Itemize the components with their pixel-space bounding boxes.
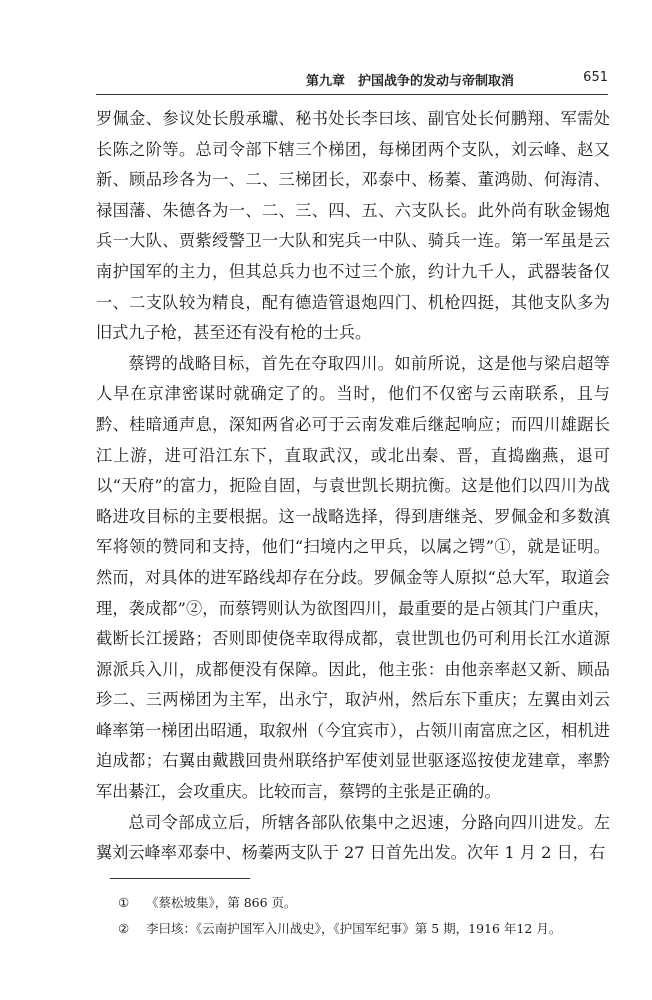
paragraph: 蔡锷的战略目标，首先在夺取四川。如前所说，这是他与梁启超等人早在京津密谋时就确定了的。当时，他们不仅密与云南联系，且与黔、桂暗通声息，深知两省必可于云南发难后继起响应；而四川雄踞长江上游，进可沿江东下，直取武汉，或北出秦、晋，直捣幽燕，退可以“天府”的富力，扼险自固，与袁世凯长期抗衡。这是他们以四川为战略进攻目标的主要根据。这一战略选择，得到唐继尧、罗佩金和多数滇军将领的赞同和支持，他们“扫境内之甲兵，以属之锷”①，就是证明。然而，对具体的进军路线却存在分歧。罗佩金等人原拟“总大军，取道会理，袭成都”②，而蔡锷则认为欲图四川，最重要的是占领其门户重庆，截断长江援路；否则即使侥幸取得成都，袁世凯也仍可利用长江水道源源派兵入川，成都便没有保障。因此，他主张：由他亲率赵又新、顾品珍二、三两梯团为主军，出永宁，取泸州，然后东下重庆；左翼由刘云峰率第一梯团出昭通，取叙州（今宜宾市），占领川南富庶之区，相机进迫成都；右翼由戴戡回贵州联络护军使刘显世驱逐巡按使龙建章，率黔军出綦江，会攻重庆。比较而言，蔡锷的主张是正确的。 [96, 353, 610, 802]
footnote-text: 李曰垓：《云南护国军入川战史》，《护国军纪事》第 5 期，1916 年12 月。 [146, 921, 562, 936]
chapter-title: 第九章 护国战争的发动与帝制取消 [305, 74, 514, 89]
footnote [118, 890, 608, 916]
footnote-rule [110, 878, 250, 879]
footnote-text: 《蔡松坡集》，第 866 页。 [146, 895, 297, 910]
paragraph: 罗佩金、参议处长殷承瓛、秘书处长李曰垓、副官处长何鹏翔、军需处长陈之阶等。总司令部下辖三个梯团，每梯团两个支队，刘云峰、赵又新、顾品珍各为一、二、三梯团长，邓泰中、杨蓁、董鸿勋、何海清、禄国藩、朱德各为一、二、三、四、五、六支队长。此外尚有耿金锡炮兵一大队、贾紫绶警卫一大队和宪兵一中队、骑兵一连。第一军虽是云南护国军的主力，但其总兵力也不过三个旅，约计九千人，武器装备仅一、二支队较为精良，配有德造管退炮四门、机枪四挺，其他支队多为旧式九子枪，甚至还有没有枪的士兵。 [96, 109, 610, 343]
header-rule [96, 94, 608, 95]
body-text [96, 104, 610, 869]
footnote-mark: ① [118, 895, 130, 910]
footnote [118, 916, 608, 942]
paragraph: 总司令部成立后，所辖各部队依集中之迟速，分路向四川进发。左翼刘云峰率邓泰中、杨蓁两支队于 27 日首先出发。次年 1 月 2 日，右 [96, 812, 610, 863]
page-number: 651 [583, 70, 608, 85]
running-header [96, 70, 608, 90]
footnotes [118, 890, 608, 942]
footnote-mark: ② [118, 921, 130, 936]
